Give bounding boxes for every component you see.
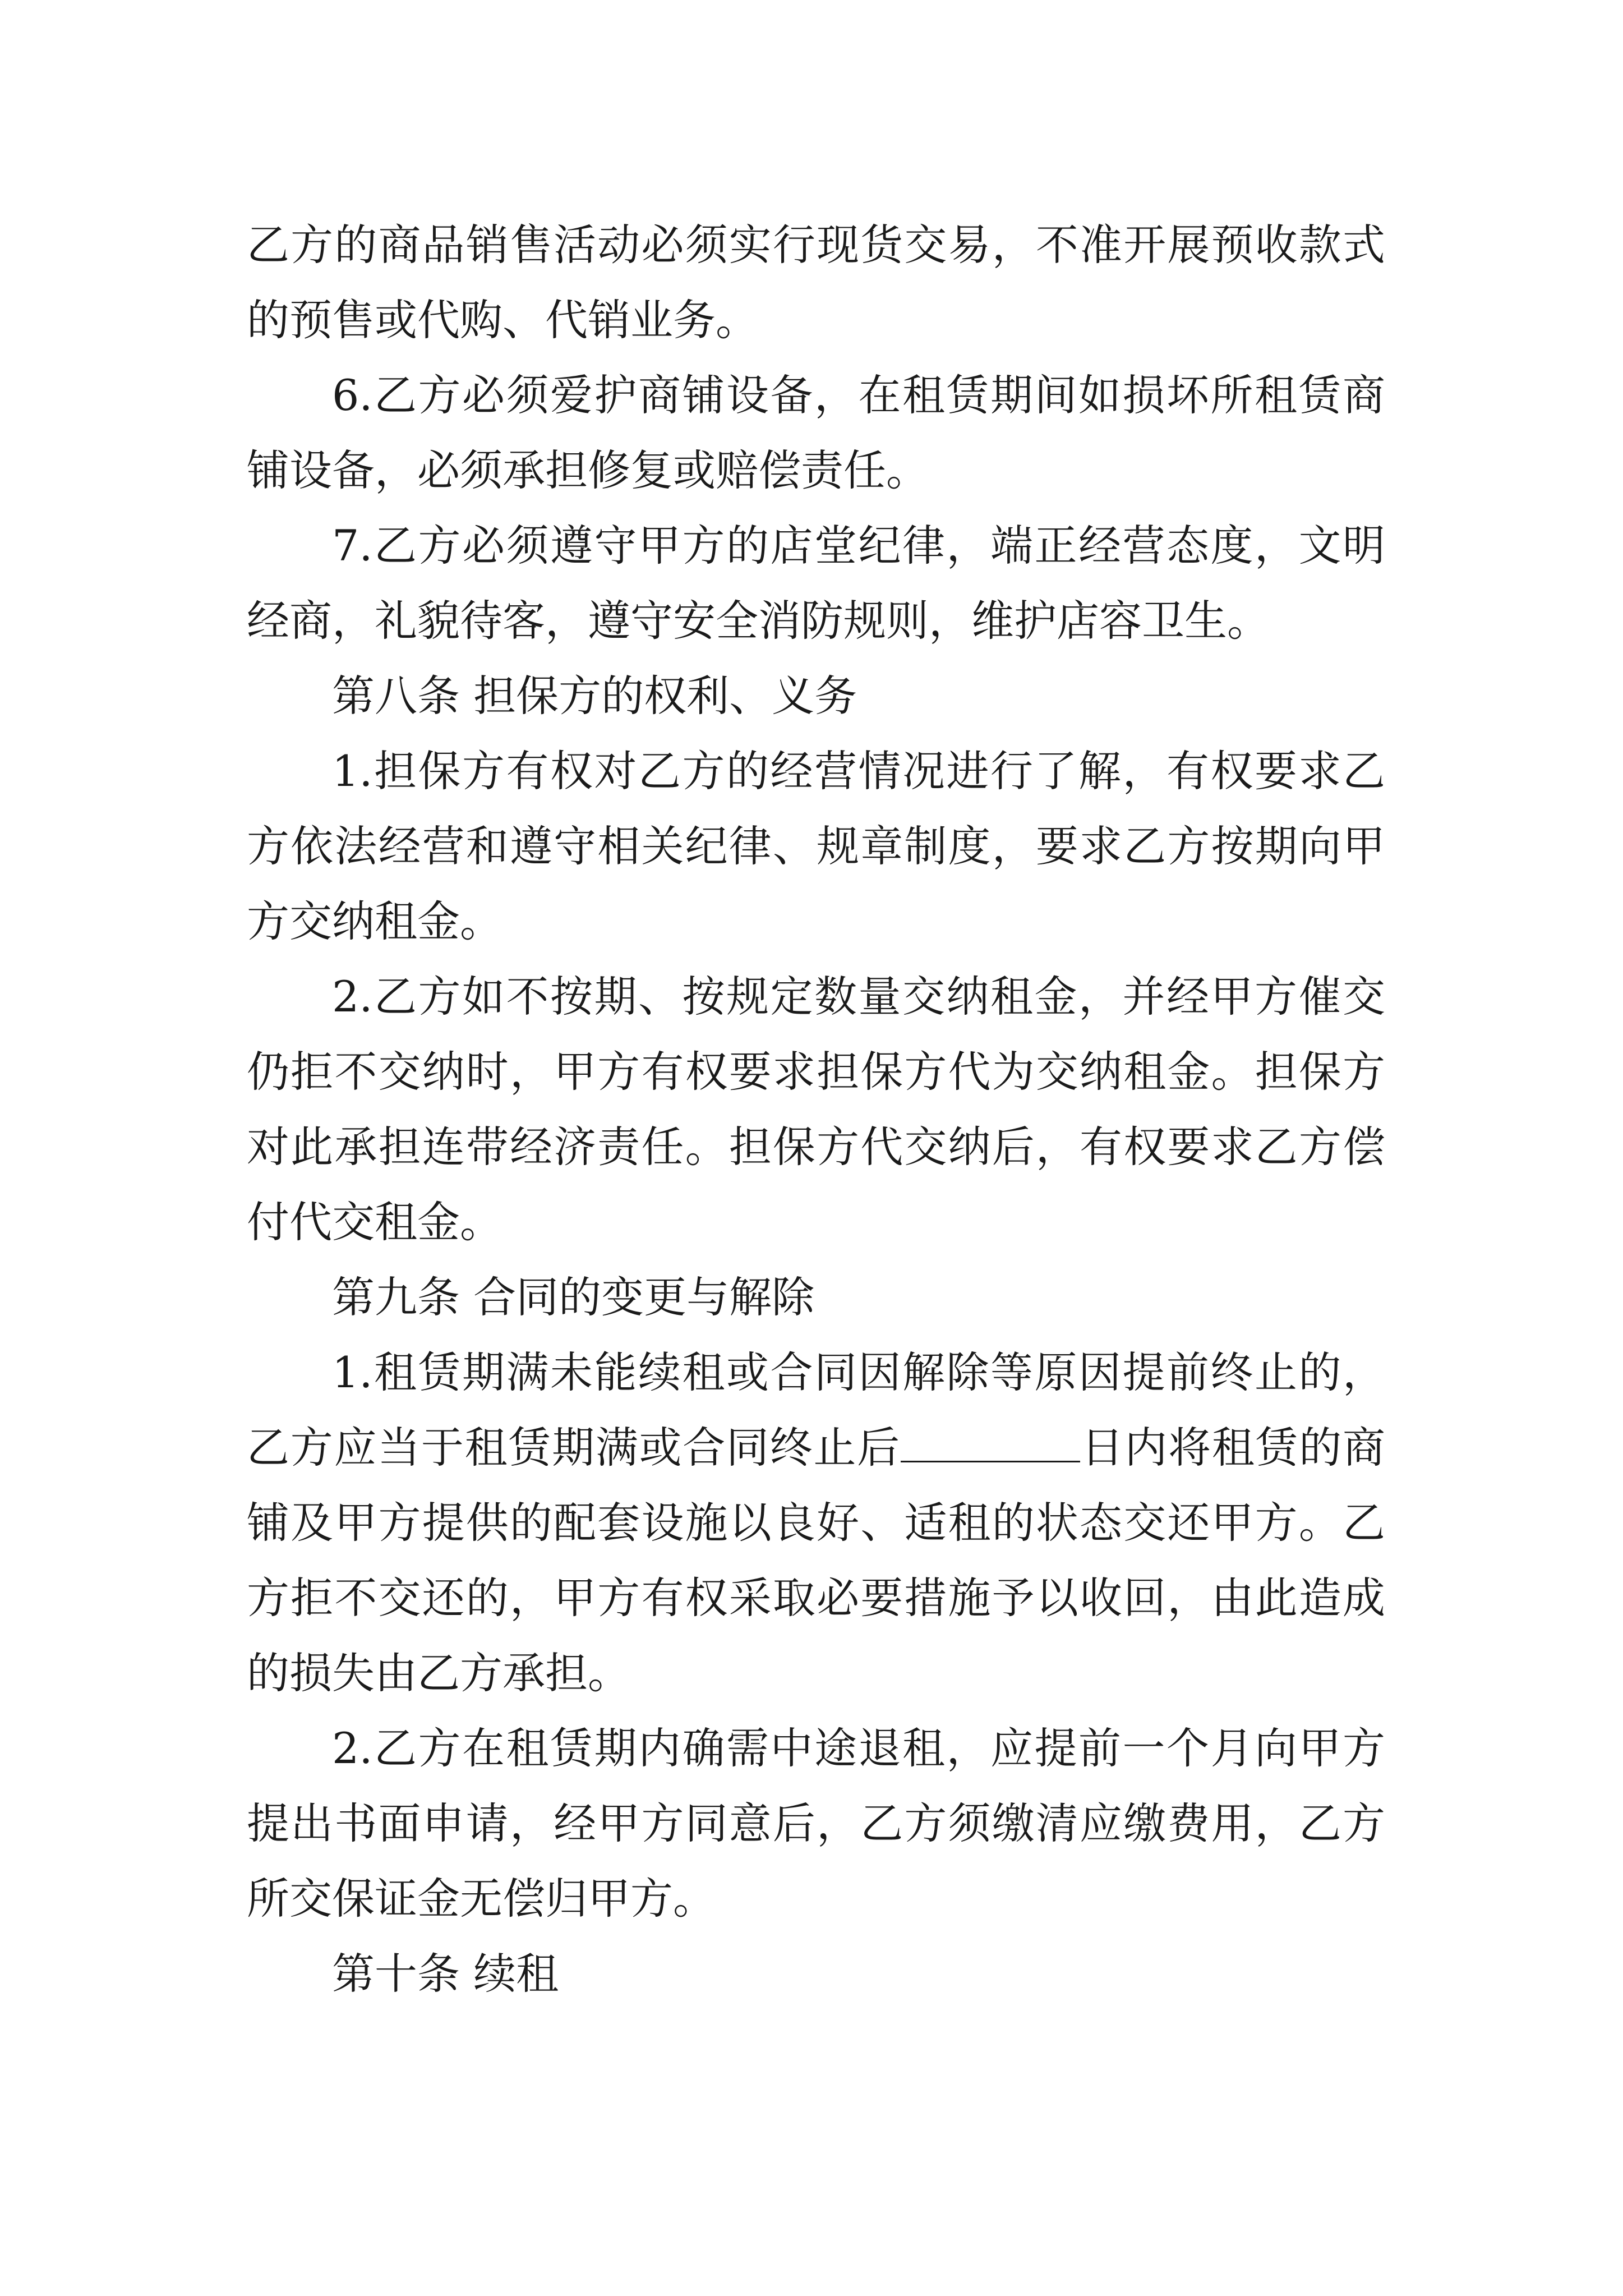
article-10-heading: 第十条 续租 (332, 1949, 559, 1999)
article-8-heading: 第八条 担保方的权利、义务 (332, 671, 857, 721)
termination-text-before-blank: 1.租赁期满未能续租或合同因解除等原因提前终止的，乙方应当于租赁期满或合同终止后 (247, 1347, 1385, 1473)
paragraph-equipment-care: 6.乙方必须爱护商铺设备，在租赁期间如损坏所租赁商铺设备，必须承担修复或赔偿责任。 (247, 370, 1385, 495)
paragraph-store-discipline: 7.乙方必须遵守甲方的店堂纪律，端正经营态度，文明经商，礼貌待客，遵守安全消防规则，维护店容卫生。 (247, 521, 1385, 646)
paragraph-guarantor-right-2: 2.乙方如不按期、按规定数量交纳租金，并经甲方催交仍拒不交纳时，甲方有权要求担保方代为交纳租金。担保方对此承担连带经济责任。担保方代交纳后，有权要求乙方偿付代交租金。 (247, 972, 1385, 1247)
paragraph-contract-termination-2: 2.乙方在租赁期内确需中途退租，应提前一个月向甲方提出书面申请，经甲方同意后，乙方须缴清应缴费用，乙方所交保证金无偿归甲方。 (247, 1723, 1385, 1924)
document-page (247, 208, 1385, 2012)
days-blank-field (901, 1421, 1080, 1462)
paragraph-presale-rule: 乙方的商品销售活动必须实行现货交易，不准开展预收款式的预售或代购、代销业务。 (247, 220, 1385, 345)
paragraph-contract-termination-1 (247, 1335, 1385, 1711)
termination-text-after-blank: 日内将租赁的商铺及甲方提供的配套设施以良好、适租的状态交还甲方。乙方拒不交还的，甲方有权采取必要措施予以收回，由此造成的损失由乙方承担。 (247, 1423, 1386, 1698)
paragraph-guarantor-right-1: 1.担保方有权对乙方的经营情况进行了解，有权要求乙方依法经营和遵守相关纪律、规章制度，要求乙方按期向甲方交纳租金。 (247, 746, 1385, 946)
article-9-heading: 第九条 合同的变更与解除 (332, 1272, 815, 1322)
